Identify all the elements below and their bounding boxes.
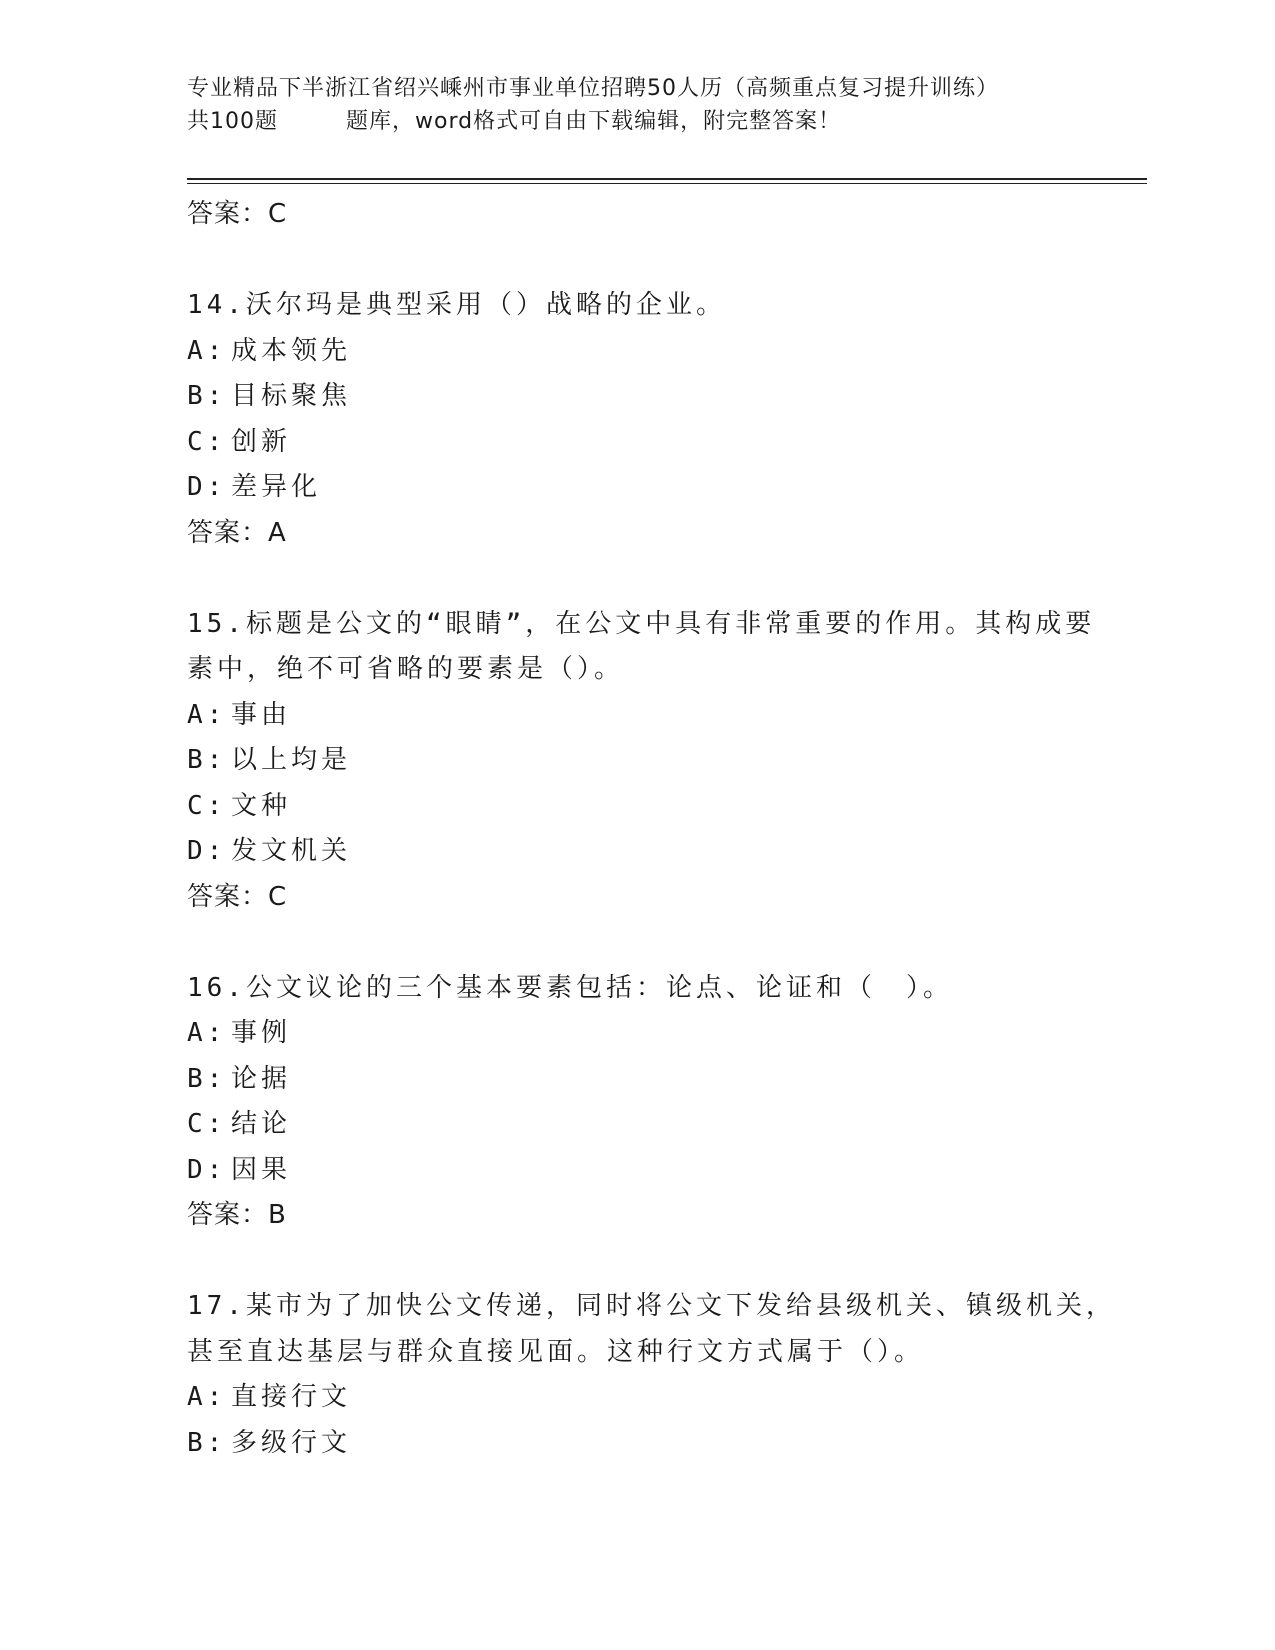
- question-stem: 14.沃尔玛是典型采用（）战略的企业。: [187, 290, 726, 320]
- option-key: C:: [187, 790, 227, 821]
- question-list: [187, 192, 1116, 1466]
- header-rule-thin: [187, 183, 1147, 184]
- answer-previous: 答案：C: [187, 199, 288, 229]
- question-answer: 答案：A: [187, 517, 287, 548]
- question-answer: 答案：B: [187, 1200, 287, 1230]
- question-stem-cont: 素中，绝不可省略的要素是（）。: [187, 654, 625, 684]
- option-text: 差异化: [231, 472, 322, 502]
- option-key: A:: [187, 335, 227, 366]
- option-key: B:: [187, 745, 227, 775]
- option-d: [187, 829, 1087, 875]
- header-title-line1: 专业精品下半浙江省绍兴嵊州市事业单位招聘50人历（高频重点复习提升训练）: [187, 76, 999, 101]
- question-stem: 15.标题是公文的“眼睛”，在公文中具有非常重要的作用。其构成要: [187, 608, 1096, 639]
- option-b: [187, 374, 1087, 420]
- header-description: 题库，word格式可自由下载编辑，附完整答案！: [346, 109, 842, 134]
- option-key: D:: [187, 472, 227, 502]
- option-text: 事由: [231, 699, 292, 730]
- option-a: [187, 1011, 1087, 1057]
- question-answer: 答案：C: [187, 881, 288, 912]
- header-title-line2: [187, 105, 1147, 138]
- option-text: 多级行文: [231, 1427, 352, 1458]
- option-b: [187, 738, 1087, 784]
- option-text: 目标聚焦: [231, 381, 352, 411]
- option-key: C:: [187, 1109, 227, 1139]
- option-text: 直接行文: [231, 1382, 352, 1412]
- header-question-count: 共100题: [187, 109, 278, 134]
- option-key: B:: [187, 1063, 227, 1094]
- option-text: 以上均是: [231, 745, 352, 775]
- header-rule-thick: [187, 178, 1147, 180]
- question-14: [187, 283, 1087, 556]
- option-d: [187, 465, 1087, 511]
- option-text: 成本领先: [231, 335, 352, 366]
- question-stem: 16.公文议论的三个基本要素包括：论点、论证和（ ）。: [187, 972, 953, 1003]
- question-stem: 17.某市为了加快公文传递，同时将公文下发给县级机关、镇级机关，: [187, 1291, 1116, 1321]
- option-text: 论据: [231, 1063, 292, 1094]
- option-b: [187, 1421, 1087, 1467]
- question-stem-cont: 甚至直达基层与群众直接见面。这种行文方式属于（）。: [187, 1336, 925, 1367]
- option-text: 事例: [231, 1018, 292, 1048]
- option-text: 结论: [231, 1109, 292, 1139]
- option-c: [187, 1102, 1087, 1148]
- option-c: [187, 420, 1087, 466]
- question-16: [187, 966, 1087, 1239]
- option-key: D:: [187, 836, 227, 866]
- option-a: [187, 329, 1087, 375]
- option-d: [187, 1148, 1087, 1194]
- option-text: 发文机关: [231, 836, 352, 866]
- option-key: A:: [187, 699, 227, 730]
- option-a: [187, 693, 1087, 739]
- option-key: A:: [187, 1382, 227, 1412]
- option-text: 因果: [231, 1154, 292, 1185]
- question-15: [187, 602, 1096, 921]
- option-key: B:: [187, 381, 227, 411]
- option-key: D:: [187, 1154, 227, 1185]
- option-text: 创新: [231, 426, 292, 457]
- page-header: [187, 72, 1147, 138]
- option-key: C:: [187, 426, 227, 457]
- option-key: A:: [187, 1018, 227, 1048]
- option-b: [187, 1057, 1087, 1103]
- option-a: [187, 1375, 1087, 1421]
- option-text: 文种: [231, 790, 292, 821]
- question-17: [187, 1284, 1116, 1466]
- option-key: B:: [187, 1427, 227, 1458]
- option-c: [187, 784, 1087, 830]
